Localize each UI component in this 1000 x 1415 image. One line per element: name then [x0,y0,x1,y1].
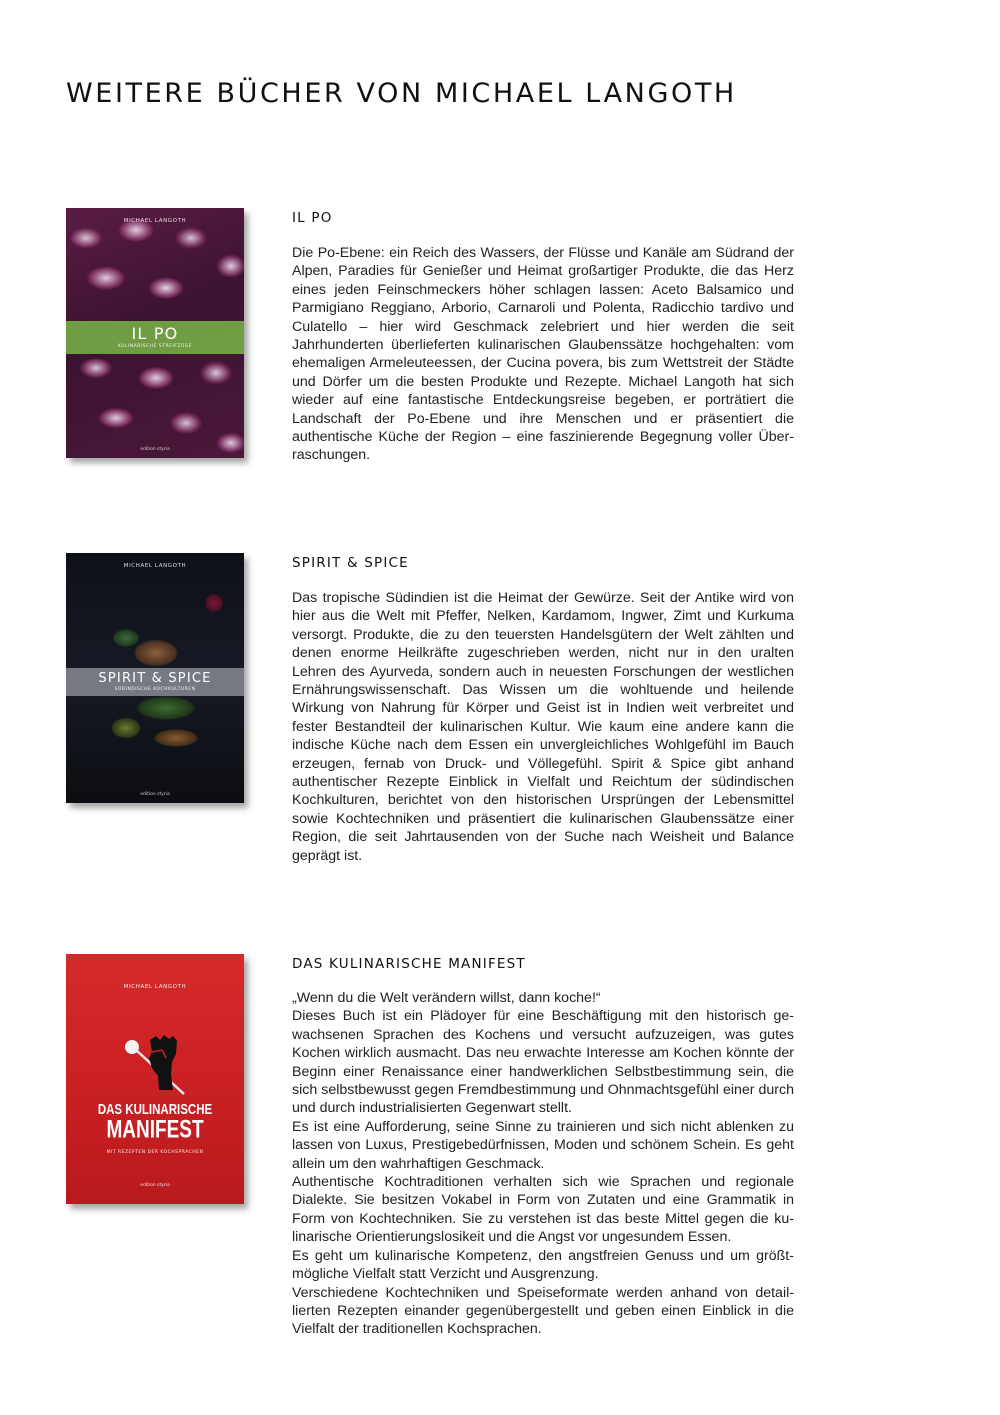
cover-author: MICHAEL LANGOTH [123,563,187,569]
cover-title-main: MANIFEST [106,1116,204,1144]
cover-author: MICHAEL LANGOTH [123,218,187,224]
page-title: WEITERE BÜCHER VON MICHAEL LANGOTH [66,78,737,109]
book-title: DAS KULINARISCHE MANIFEST [292,956,526,972]
cover-author: MICHAEL LANGOTH [123,984,187,990]
description-paragraph: Dieses Buch ist ein Plädoyer für eine Beschäftigung mit den historisch gewachsenen Sprachen des Kochens und versucht aufzuzeigen, was gutes Kochen wirklich ausmacht. Das neu erwachte Interesse am Kochen könnte der Beginn einer Renaissance einer handwerklichen Selbstbestimmung sein, die sich selbstbewusst gegen Fremdbestimmung und Ohnmachtsgefühl einer durch und durch industrialisierten Gegenwart stellt. [292,1008,794,1117]
book-title: IL PO [292,210,333,226]
description-quote: „Wenn du die Welt verändern willst, dann koche!“ [292,990,601,1006]
description-paragraph: Verschiedene Kochtechniken und Speiseformate werden anhand von detaillierten Rezepten einander gegenübergestellt und geben einen Einblick in die Vielfalt der traditionellen Kochsprachen. [292,1284,794,1338]
book-description [292,244,794,465]
cover-title: DAS KULINARISCHE [97,1102,213,1118]
cover-title-band [66,321,244,354]
book-description [292,589,794,865]
cover-title: IL PO [131,324,179,343]
book-title: SPIRIT & SPICE [292,555,409,571]
cover-publisher: edition styria [140,447,170,452]
book-description [292,989,794,1339]
raised-fist-icon [116,1032,196,1102]
cover-publisher: edition styria [140,1183,170,1188]
cover-subtitle: KULINARISCHE STREIFZÜGE [117,344,193,349]
book-cover-kulinarische-manifest [66,954,244,1204]
book-cover-spirit-spice [66,553,244,803]
cover-subtitle: SÜDINDISCHE KOCHKULTUREN [114,687,196,692]
book-text [292,555,794,865]
description-paragraph: Authentische Kochtraditionen verhalten sich wie Sprachen und regionale Dialekte. Sie besitzen Vokabel in Form von Zutaten und eine Grammatik in Form von Kochtechniken. Sie zu verstehen ist das beste Mittel gegen die kulinarische Orientierungslosikeit und die Angst vor ungesundem Essen. [292,1174,794,1246]
description-paragraph: Das tropische Südindien ist die Heimat der Gewürze. Seit der Antike wird von hier aus die Welt mit Pfeffer, Nelken, Kardamom, Ingwer, Zimt und Kurkuma versorgt. Produkte, die zu den teuersten Handelsgütern der Welt zählten und denen enorme Heilkräfte zugeschrieben werden, nicht nur in den uralten Lehren des Ayurveda, sondern auch in neuesten Forschungen der westlichen Ernährungswissenschaft. Das Wissen um die wohltuende und heilende Wirkung von Nahrung für Körper und Geist ist in Indien weit verbreitet und fester Bestandteil der kulinarischen Kultur. Wie kaum eine andere kann die indische Küche nach dem Essen ein unvergleichliches Wohlgefühl im Bauch erzeugen, fernab von Druck- und Völlegefühl. Spirit & Spice gibt anhand authentischer Rezepte Einblick in Vielfalt und Reichtum der südindischen Kochkulturen, berichtet von den historischen Ursprüngen der Lebensmittel sowie Kochtechniken und präsentiert die kulinarischen Glaubenssätze einer Region, die seit Jahrtausenden von der Suche nach Weisheit und Balance geprägt ist. [292,590,794,864]
book-text [292,210,794,465]
description-paragraph: Es geht um kulinarische Kompetenz, den angstfreien Genuss und um größtmögliche Vielfalt statt Verzicht und Ausgrenzung. [292,1247,794,1283]
book-cover-il-po [66,208,244,458]
cover-title-band [66,668,244,696]
cover-title-band [66,1104,244,1155]
description-paragraph: Die Po-Ebene: ein Reich des Wassers, der Flüsse und Kanäle am Südrand der Alpen, Paradies für Genießer und Heimat großartiger Produkte, die das Herz eines jeden Feinschmeckers höher schlagen lassen: Aceto Balsamico und Parmigiano Reggiano, Arborio, Carnaroli und Polenta, Radicchio tardivo und Culatello – hier wird Geschmack zelebriert und hier werden die seit Jahrhunderten überlieferten kulinarischen Glaubenssätze hochgehalten: vom ehemaligen Armeleuteessen, der Cucina povera, bis zum Wettstreit der Städte und Dörfer um die besten Produkte und Rezepte. Michael Langoth hat sich wieder auf eine fantastische Entdeckungsreise begeben, er porträtiert die Landschaft der Po-Ebene und ihre Menschen und er präsentiert die authentische Küche der Region – eine faszinierende Begegnung voller Überraschungen. [292,245,794,464]
cover-title: SPIRIT & SPICE [98,671,212,686]
cover-subtitle: MIT REZEPTEN DER KOCHSPRACHEN [106,1150,204,1155]
description-paragraph: Es ist eine Aufforderung, seine Sinne zu trainieren und sich nicht ablenken zu lassen von Luxus, Prestigebedürfnissen, Moden und schönem Schein. Es geht allein um den wahrhaftigen Geschmack. [292,1118,794,1172]
book-text [292,956,794,1339]
cover-publisher: edition styria [140,792,170,797]
